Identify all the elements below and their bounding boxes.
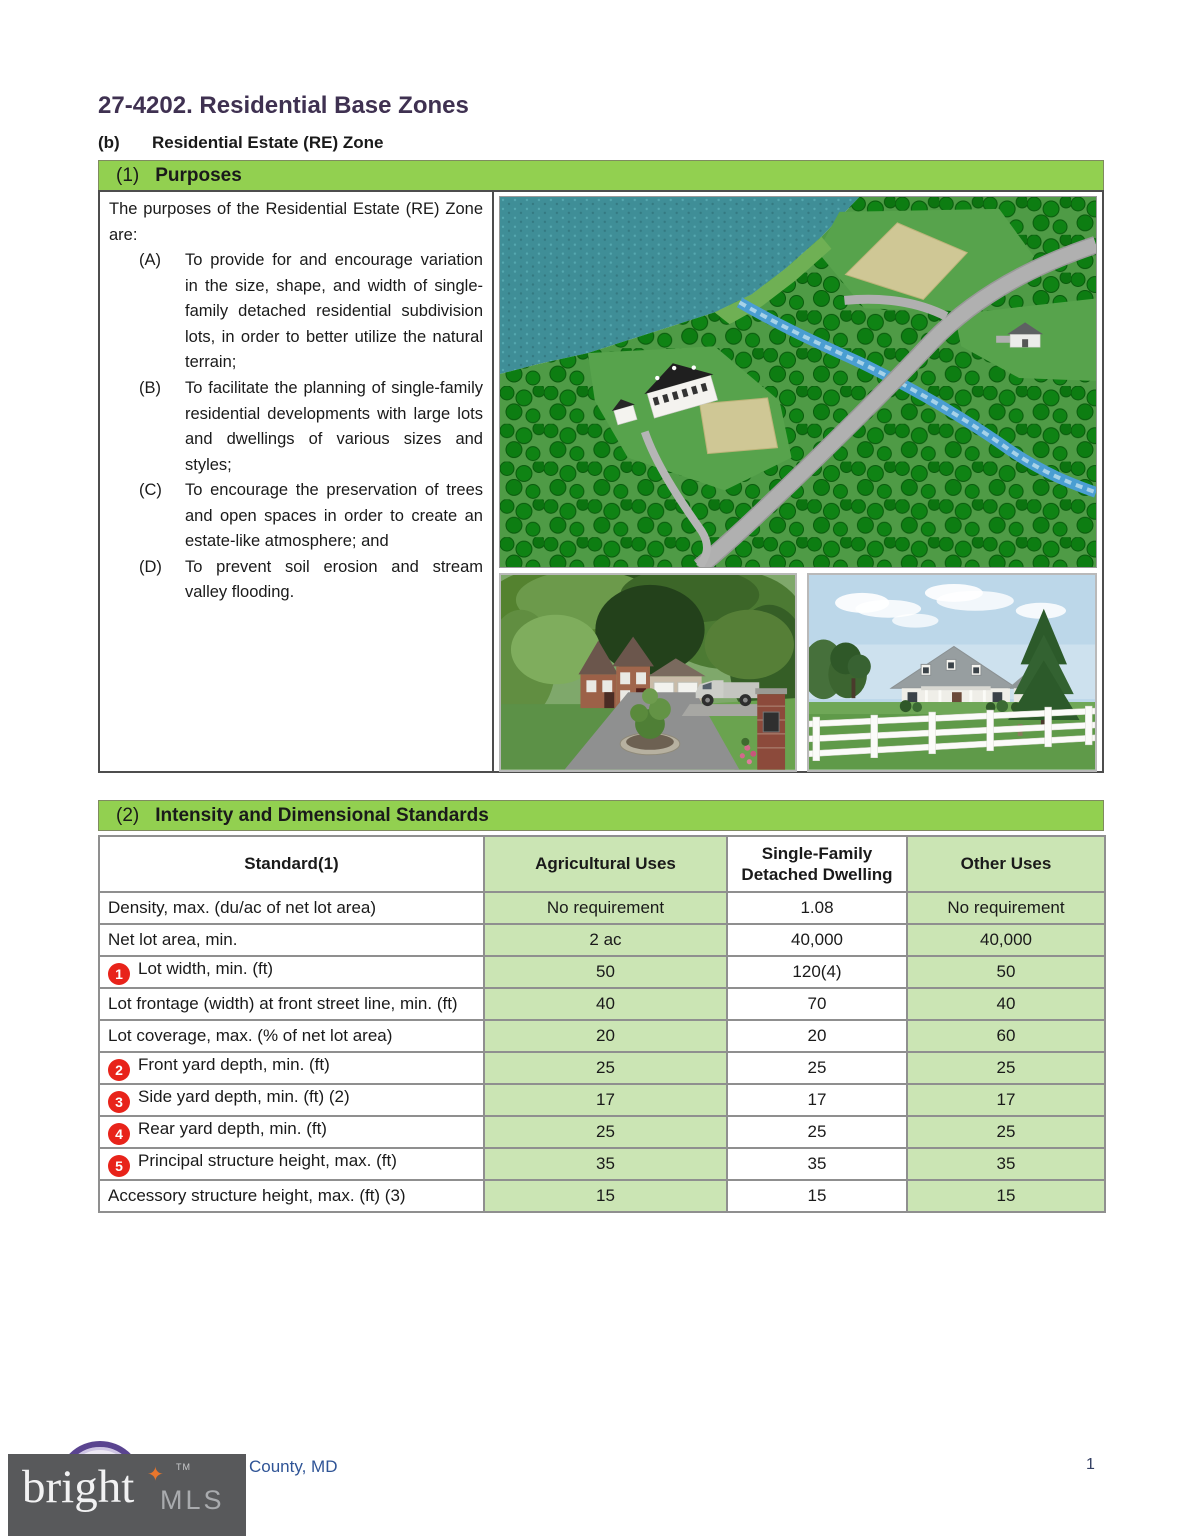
row-label: Lot width, min. (ft) bbox=[138, 959, 274, 978]
trademark-symbol: TM bbox=[176, 1462, 191, 1472]
table-row bbox=[99, 1180, 1105, 1212]
row-label: Front yard depth, min. (ft) bbox=[138, 1055, 330, 1074]
cell: 20 bbox=[727, 1020, 907, 1052]
callout-marker-2: 2 bbox=[108, 1059, 130, 1081]
aerial-render-image bbox=[499, 196, 1097, 568]
table-row bbox=[99, 1148, 1105, 1180]
purpose-item bbox=[109, 555, 483, 606]
row-label: Net lot area, min. bbox=[108, 930, 238, 949]
cell: 25 bbox=[484, 1052, 727, 1084]
cell: 15 bbox=[907, 1180, 1105, 1212]
cell: 40,000 bbox=[907, 924, 1105, 956]
cell: 1.08 bbox=[727, 892, 907, 924]
house-photo-right bbox=[807, 573, 1097, 772]
cell: 25 bbox=[727, 1052, 907, 1084]
purpose-item bbox=[109, 478, 483, 555]
purposes-box bbox=[98, 190, 1104, 773]
star-icon: ✦ bbox=[147, 1464, 164, 1486]
purpose-item-text: To provide for and encourage variation in the size, shape, and width of single-family detached residential subdivision lots, in order to better utilize the natural terrain; bbox=[185, 251, 483, 372]
cell: 70 bbox=[727, 988, 907, 1020]
section-heading: Purposes bbox=[155, 164, 242, 186]
cell: 20 bbox=[484, 1020, 727, 1052]
table-row bbox=[99, 1084, 1105, 1116]
cell: 2 ac bbox=[484, 924, 727, 956]
footer-county-text: County, MD bbox=[249, 1457, 338, 1476]
row-label: Accessory structure height, max. (ft) (3) bbox=[108, 1186, 406, 1205]
table-row bbox=[99, 1116, 1105, 1148]
col-header-other: Other Uses bbox=[907, 836, 1105, 892]
purpose-item-text: To prevent soil erosion and stream valley flooding. bbox=[185, 557, 483, 602]
cell: 15 bbox=[484, 1180, 727, 1212]
cell: 40 bbox=[907, 988, 1105, 1020]
table-row bbox=[99, 1052, 1105, 1084]
subsection-heading bbox=[98, 133, 383, 153]
table-row bbox=[99, 956, 1105, 988]
cell: 25 bbox=[484, 1116, 727, 1148]
callout-marker-1: 1 bbox=[108, 963, 130, 985]
purpose-item-label: (C) bbox=[139, 481, 162, 500]
photo-row bbox=[499, 573, 1097, 772]
row-label: Principal structure height, max. (ft) bbox=[138, 1151, 397, 1170]
standards-table bbox=[98, 835, 1106, 1213]
table-row bbox=[99, 1020, 1105, 1052]
purposes-intro: The purposes of the Residential Estate (RE) Zone are: bbox=[109, 200, 483, 244]
col-header-single-family: Single-Family Detached Dwelling bbox=[727, 836, 907, 892]
cell: 25 bbox=[727, 1116, 907, 1148]
purposes-text-column bbox=[100, 192, 492, 771]
cell: 35 bbox=[907, 1148, 1105, 1180]
purposes-media-column bbox=[492, 192, 1102, 771]
cell: 17 bbox=[907, 1084, 1105, 1116]
row-label: Lot coverage, max. (% of net lot area) bbox=[108, 1026, 393, 1045]
purpose-item-label: (D) bbox=[139, 557, 162, 576]
row-label: Side yard depth, min. (ft) (2) bbox=[138, 1087, 350, 1106]
cell: No requirement bbox=[484, 892, 727, 924]
page-title: 27-4202. Residential Base Zones bbox=[98, 92, 469, 119]
cell: 25 bbox=[907, 1116, 1105, 1148]
cell: No requirement bbox=[907, 892, 1105, 924]
bright-mls-logo bbox=[8, 1454, 246, 1536]
bright-wordmark: bright bbox=[22, 1461, 135, 1513]
table-row bbox=[99, 892, 1105, 924]
row-label: Lot frontage (width) at front street line, min. (ft) bbox=[108, 994, 458, 1013]
cell: 15 bbox=[727, 1180, 907, 1212]
cell: 35 bbox=[727, 1148, 907, 1180]
cell: 120(4) bbox=[727, 956, 907, 988]
cell: 50 bbox=[907, 956, 1105, 988]
cell: 40,000 bbox=[727, 924, 907, 956]
mls-wordmark: MLS bbox=[160, 1485, 225, 1515]
callout-marker-4: 4 bbox=[108, 1123, 130, 1145]
table-header-row bbox=[99, 836, 1105, 892]
row-label: Rear yard depth, min. (ft) bbox=[138, 1119, 327, 1138]
section-number: (2) bbox=[116, 804, 140, 826]
purpose-item-label: (B) bbox=[139, 378, 161, 397]
purpose-item-text: To facilitate the planning of single-family residential developments with large lots and dwellings of various sizes and styles; bbox=[185, 378, 483, 474]
section-number: (1) bbox=[116, 164, 140, 186]
standards-section-header bbox=[98, 800, 1104, 831]
cell: 17 bbox=[484, 1084, 727, 1116]
subsection-label: (b) bbox=[98, 133, 120, 152]
page-number: 1 bbox=[1086, 1456, 1095, 1473]
cell: 17 bbox=[727, 1084, 907, 1116]
cell: 35 bbox=[484, 1148, 727, 1180]
section-heading: Intensity and Dimensional Standards bbox=[155, 804, 489, 826]
purposes-section-header bbox=[98, 160, 1104, 191]
purpose-item bbox=[109, 376, 483, 478]
cell: 40 bbox=[484, 988, 727, 1020]
table-row bbox=[99, 924, 1105, 956]
cell: 50 bbox=[484, 956, 727, 988]
purpose-item-text: To encourage the preservation of trees and open spaces in order to create an estate-like atmosphere; and bbox=[185, 481, 483, 551]
house-photo-left bbox=[499, 573, 797, 772]
callout-marker-5: 5 bbox=[108, 1155, 130, 1177]
cell: 60 bbox=[907, 1020, 1105, 1052]
row-label: Density, max. (du/ac of net lot area) bbox=[108, 898, 377, 917]
col-header-standard: Standard(1) bbox=[99, 836, 484, 892]
subsection-title: Residential Estate (RE) Zone bbox=[152, 133, 384, 152]
col-header-agricultural: Agricultural Uses bbox=[484, 836, 727, 892]
purpose-item bbox=[109, 248, 483, 376]
cell: 25 bbox=[907, 1052, 1105, 1084]
table-row bbox=[99, 988, 1105, 1020]
purpose-item-label: (A) bbox=[139, 251, 161, 270]
callout-marker-3: 3 bbox=[108, 1091, 130, 1113]
